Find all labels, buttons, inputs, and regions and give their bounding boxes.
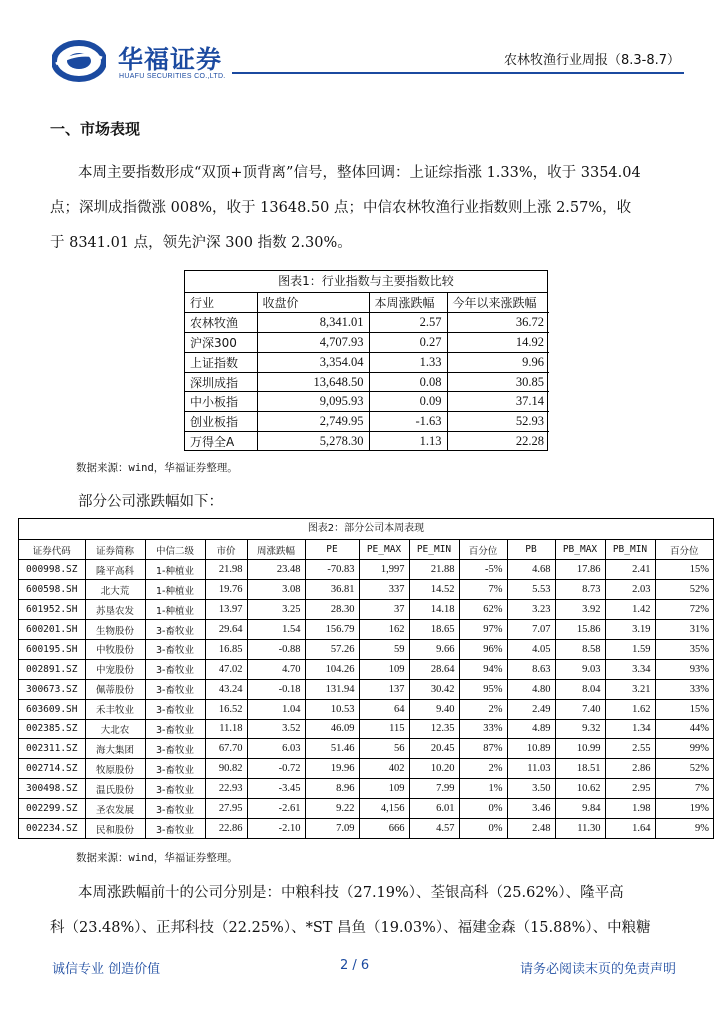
table-cell: 温氏股份 bbox=[85, 779, 145, 799]
table-cell: 600201.SH bbox=[19, 620, 85, 640]
table-cell: 11.03 bbox=[507, 759, 555, 779]
table-cell: -0.72 bbox=[247, 759, 305, 779]
table-cell: 52% bbox=[655, 759, 713, 779]
table-cell: 11.30 bbox=[555, 818, 605, 838]
table-cell: -5% bbox=[459, 560, 507, 580]
table-cell: 0% bbox=[459, 799, 507, 819]
table-header-cell: 百分位 bbox=[655, 540, 713, 560]
table-cell: 52.93 bbox=[447, 412, 549, 432]
table-cell: 99% bbox=[655, 739, 713, 759]
paragraph-line: 点；深圳成指微涨 008%，收于 13648.50 点；中信农林牧渔行业指数则上涨 2.57%，收 bbox=[50, 200, 632, 216]
table-cell: 29.64 bbox=[205, 620, 247, 640]
table-cell: 9.03 bbox=[555, 659, 605, 679]
table-cell: 2,749.95 bbox=[257, 412, 369, 432]
table-cell: 4.68 bbox=[507, 560, 555, 580]
table-row bbox=[19, 818, 713, 838]
table-cell: 62% bbox=[459, 600, 507, 620]
table-cell: 2.41 bbox=[605, 560, 655, 580]
table-cell: 002311.SZ bbox=[19, 739, 85, 759]
table-row bbox=[19, 699, 713, 719]
company-table bbox=[19, 540, 713, 838]
table-cell: 10.99 bbox=[555, 739, 605, 759]
table-cell: 16.52 bbox=[205, 699, 247, 719]
table-cell: -0.88 bbox=[247, 639, 305, 659]
data-source-note: 数据来源：wind，华福证券整理。 bbox=[76, 852, 238, 864]
table-cell: 3-畜牧业 bbox=[145, 620, 205, 640]
table-cell: 162 bbox=[359, 620, 409, 640]
table-cell: 北大荒 bbox=[85, 580, 145, 600]
table-cell: 402 bbox=[359, 759, 409, 779]
table-cell: 28.64 bbox=[409, 659, 459, 679]
table-cell: 4.05 bbox=[507, 639, 555, 659]
table-cell: 33% bbox=[655, 679, 713, 699]
table-cell: 13,648.50 bbox=[257, 372, 369, 392]
table-cell: 3-畜牧业 bbox=[145, 719, 205, 739]
table-cell: 大北农 bbox=[85, 719, 145, 739]
table-cell: 93% bbox=[655, 659, 713, 679]
table-cell: 22.28 bbox=[447, 432, 549, 452]
table-cell: 59 bbox=[359, 639, 409, 659]
table-cell: 19.96 bbox=[305, 759, 359, 779]
table-cell: 3-畜牧业 bbox=[145, 799, 205, 819]
table-cell: -2.61 bbox=[247, 799, 305, 819]
table-cell: 7.99 bbox=[409, 779, 459, 799]
table-cell: 9% bbox=[655, 818, 713, 838]
table-cell: 4.89 bbox=[507, 719, 555, 739]
table-caption: 图表1：行业指数与主要指数比较 bbox=[185, 271, 547, 293]
table-cell: 2.03 bbox=[605, 580, 655, 600]
table-cell: 3.19 bbox=[605, 620, 655, 640]
table-cell: 104.26 bbox=[305, 659, 359, 679]
table-cell: 94% bbox=[459, 659, 507, 679]
table-cell: -70.83 bbox=[305, 560, 359, 580]
table-cell: 沪深300 bbox=[185, 333, 257, 353]
disclaimer-notice: 请务必阅读末页的免责声明 bbox=[519, 962, 676, 977]
table-cell: 5,278.30 bbox=[257, 432, 369, 452]
table-cell: 3.23 bbox=[507, 600, 555, 620]
table-cell: 18.51 bbox=[555, 759, 605, 779]
table-header-cell: 证券简称 bbox=[85, 540, 145, 560]
footer-slogan: 诚信专业 创造价值 bbox=[52, 962, 161, 977]
table-cell: 1.04 bbox=[247, 699, 305, 719]
table-cell: 2.48 bbox=[507, 818, 555, 838]
table-cell: 1-种植业 bbox=[145, 600, 205, 620]
table-cell: 10.89 bbox=[507, 739, 555, 759]
table-header-cell: 证券代码 bbox=[19, 540, 85, 560]
table-cell: 2.55 bbox=[605, 739, 655, 759]
table-cell: 21.88 bbox=[409, 560, 459, 580]
table-cell: 95% bbox=[459, 679, 507, 699]
table-cell: 上证指数 bbox=[185, 352, 257, 372]
table-cell: 37 bbox=[359, 600, 409, 620]
table-cell: 90.82 bbox=[205, 759, 247, 779]
table-cell: 137 bbox=[359, 679, 409, 699]
table-cell: 1,997 bbox=[359, 560, 409, 580]
table-cell: 深圳成指 bbox=[185, 372, 257, 392]
table-cell: 1.13 bbox=[369, 432, 447, 452]
table-cell: 农林牧渔 bbox=[185, 313, 257, 333]
table-header-row bbox=[19, 540, 713, 560]
brand-name-en: HUAFU SECURITIES CO.,LTD. bbox=[119, 73, 226, 80]
table-cell: 9.96 bbox=[447, 352, 549, 372]
table-row bbox=[185, 313, 549, 333]
table-row bbox=[19, 659, 713, 679]
table-header-cell: PE_MAX bbox=[359, 540, 409, 560]
table-row bbox=[185, 432, 549, 452]
table-cell: 115 bbox=[359, 719, 409, 739]
table-header-cell: 今年以来涨跌幅 bbox=[447, 293, 549, 313]
table-cell: 9.40 bbox=[409, 699, 459, 719]
table-cell: 苏垦农发 bbox=[85, 600, 145, 620]
table-cell: 002714.SZ bbox=[19, 759, 85, 779]
table-cell: 2.49 bbox=[507, 699, 555, 719]
table-cell: 109 bbox=[359, 779, 409, 799]
table-cell: 1.64 bbox=[605, 818, 655, 838]
table-cell: 4,156 bbox=[359, 799, 409, 819]
table-cell: 12.35 bbox=[409, 719, 459, 739]
paragraph-line: 本周主要指数形成“双顶+顶背离”信号，整体回调：上证综指涨 1.33%，收于 3354.04 bbox=[78, 165, 641, 181]
table-cell: 3-畜牧业 bbox=[145, 679, 205, 699]
table-cell: 20.45 bbox=[409, 739, 459, 759]
table-cell: 8.73 bbox=[555, 580, 605, 600]
table-row bbox=[19, 779, 713, 799]
table-cell: 002891.SZ bbox=[19, 659, 85, 679]
table-cell: 3-畜牧业 bbox=[145, 639, 205, 659]
table-cell: 19% bbox=[655, 799, 713, 819]
table-cell: -0.18 bbox=[247, 679, 305, 699]
table-cell: 3-畜牧业 bbox=[145, 739, 205, 759]
table-cell: 11.18 bbox=[205, 719, 247, 739]
table-cell: 4,707.93 bbox=[257, 333, 369, 353]
table-cell: 109 bbox=[359, 659, 409, 679]
table-row bbox=[19, 600, 713, 620]
table-cell: 600598.SH bbox=[19, 580, 85, 600]
table-row bbox=[19, 739, 713, 759]
table-cell: 35% bbox=[655, 639, 713, 659]
table-cell: 67.70 bbox=[205, 739, 247, 759]
table-cell: 36.81 bbox=[305, 580, 359, 600]
paragraph-line: 于 8341.01 点，领先沪深 300 指数 2.30%。 bbox=[50, 235, 352, 251]
report-title: 农林牧渔行业周报（8.3-8.7） bbox=[503, 53, 680, 68]
table-row bbox=[19, 799, 713, 819]
top-gainers-paragraph bbox=[50, 876, 686, 946]
table-cell: 8.04 bbox=[555, 679, 605, 699]
table-cell: 601952.SH bbox=[19, 600, 85, 620]
table-cell: 21.98 bbox=[205, 560, 247, 580]
table-cell: 156.79 bbox=[305, 620, 359, 640]
page-header bbox=[0, 0, 724, 100]
table-cell: 4.57 bbox=[409, 818, 459, 838]
table-cell: 5.53 bbox=[507, 580, 555, 600]
market-summary-paragraph bbox=[50, 156, 686, 261]
table-cell: 27.95 bbox=[205, 799, 247, 819]
table-row bbox=[19, 679, 713, 699]
index-table bbox=[185, 293, 549, 451]
table-header-cell: 行业 bbox=[185, 293, 257, 313]
table-header-cell: 市价 bbox=[205, 540, 247, 560]
table-cell: 30.85 bbox=[447, 372, 549, 392]
table-cell: -3.45 bbox=[247, 779, 305, 799]
table-cell: 3,354.04 bbox=[257, 352, 369, 372]
table-cell: 30.42 bbox=[409, 679, 459, 699]
table-cell: 3-畜牧业 bbox=[145, 659, 205, 679]
table-header-cell: 百分位 bbox=[459, 540, 507, 560]
table-header-cell: 周涨跌幅 bbox=[247, 540, 305, 560]
index-comparison-table bbox=[184, 270, 548, 451]
table-cell: 33% bbox=[459, 719, 507, 739]
table-cell: 2% bbox=[459, 759, 507, 779]
table-caption: 图表2：部分公司本周表现 bbox=[19, 519, 713, 540]
table-cell: 圣农发展 bbox=[85, 799, 145, 819]
table-header-cell: PE_MIN bbox=[409, 540, 459, 560]
table-cell: -2.10 bbox=[247, 818, 305, 838]
table-cell: 46.09 bbox=[305, 719, 359, 739]
page-number: 2 / 6 bbox=[340, 958, 370, 973]
table-cell: 15% bbox=[655, 699, 713, 719]
table-cell: 民和股份 bbox=[85, 818, 145, 838]
table-row bbox=[185, 392, 549, 412]
table-cell: 7.40 bbox=[555, 699, 605, 719]
table-cell: 000998.SZ bbox=[19, 560, 85, 580]
table-cell: 43.24 bbox=[205, 679, 247, 699]
table-cell: 600195.SH bbox=[19, 639, 85, 659]
table-cell: 14.92 bbox=[447, 333, 549, 353]
table-cell: 1-种植业 bbox=[145, 560, 205, 580]
table-cell: 3.92 bbox=[555, 600, 605, 620]
table-cell: 44% bbox=[655, 719, 713, 739]
table-cell: 隆平高科 bbox=[85, 560, 145, 580]
table-cell: 3.34 bbox=[605, 659, 655, 679]
table-row bbox=[19, 560, 713, 580]
table-cell: 中宠股份 bbox=[85, 659, 145, 679]
table-cell: 10.53 bbox=[305, 699, 359, 719]
table-row bbox=[185, 412, 549, 432]
table-cell: 52% bbox=[655, 580, 713, 600]
table-cell: 创业板指 bbox=[185, 412, 257, 432]
table-cell: 64 bbox=[359, 699, 409, 719]
table-cell: 51.46 bbox=[305, 739, 359, 759]
table-cell: 1.62 bbox=[605, 699, 655, 719]
header-divider bbox=[232, 72, 684, 74]
table-cell: 0.08 bbox=[369, 372, 447, 392]
table-cell: 海大集团 bbox=[85, 739, 145, 759]
table-cell: -1.63 bbox=[369, 412, 447, 432]
table-row bbox=[185, 333, 549, 353]
table-cell: 002299.SZ bbox=[19, 799, 85, 819]
table-cell: 9.22 bbox=[305, 799, 359, 819]
table-cell: 28.30 bbox=[305, 600, 359, 620]
table-cell: 8.58 bbox=[555, 639, 605, 659]
table-cell: 3-畜牧业 bbox=[145, 779, 205, 799]
table-cell: 2.57 bbox=[369, 313, 447, 333]
table-cell: 牧原股份 bbox=[85, 759, 145, 779]
table-cell: 002234.SZ bbox=[19, 818, 85, 838]
table-cell: 9.84 bbox=[555, 799, 605, 819]
table-cell: 6.01 bbox=[409, 799, 459, 819]
table-cell: 96% bbox=[459, 639, 507, 659]
table-cell: 72% bbox=[655, 600, 713, 620]
table-cell: 10.20 bbox=[409, 759, 459, 779]
table-cell: 31% bbox=[655, 620, 713, 640]
table-cell: 3.21 bbox=[605, 679, 655, 699]
table-header-cell: 本周涨跌幅 bbox=[369, 293, 447, 313]
table-cell: 56 bbox=[359, 739, 409, 759]
table-cell: 1.33 bbox=[369, 352, 447, 372]
table-cell: 23.48 bbox=[247, 560, 305, 580]
table-cell: 37.14 bbox=[447, 392, 549, 412]
table-cell: 002385.SZ bbox=[19, 719, 85, 739]
table-cell: 9.32 bbox=[555, 719, 605, 739]
table-cell: 0.09 bbox=[369, 392, 447, 412]
subsection-title: 部分公司涨跌幅如下： bbox=[78, 494, 223, 510]
table-header-row bbox=[185, 293, 549, 313]
table-cell: 8,341.01 bbox=[257, 313, 369, 333]
table-cell: 603609.SH bbox=[19, 699, 85, 719]
table-cell: 15% bbox=[655, 560, 713, 580]
table-cell: 7% bbox=[459, 580, 507, 600]
table-cell: 300673.SZ bbox=[19, 679, 85, 699]
table-cell: 337 bbox=[359, 580, 409, 600]
table-cell: 17.86 bbox=[555, 560, 605, 580]
table-header-cell: PE bbox=[305, 540, 359, 560]
table-row bbox=[19, 759, 713, 779]
table-cell: 14.18 bbox=[409, 600, 459, 620]
company-performance-table bbox=[18, 518, 714, 839]
table-cell: 1.54 bbox=[247, 620, 305, 640]
table-cell: 9.66 bbox=[409, 639, 459, 659]
table-cell: 7.09 bbox=[305, 818, 359, 838]
paragraph-line: 科（23.48%）、正邦科技（22.25%）、*ST 昌鱼（19.03%）、福建金森（15.88%）、中粮糖 bbox=[50, 920, 651, 936]
table-cell: 3.50 bbox=[507, 779, 555, 799]
table-cell: 36.72 bbox=[447, 313, 549, 333]
table-cell: 禾丰牧业 bbox=[85, 699, 145, 719]
table-cell: 8.96 bbox=[305, 779, 359, 799]
table-cell: 19.76 bbox=[205, 580, 247, 600]
table-cell: 2.86 bbox=[605, 759, 655, 779]
table-row bbox=[19, 580, 713, 600]
table-header-cell: 收盘价 bbox=[257, 293, 369, 313]
table-cell: 6.03 bbox=[247, 739, 305, 759]
paragraph-line: 本周涨跌幅前十的公司分别是：中粮科技（27.19%）、荃银高科（25.62%）、隆平高 bbox=[78, 885, 624, 901]
table-cell: 15.86 bbox=[555, 620, 605, 640]
table-cell: 2.95 bbox=[605, 779, 655, 799]
table-cell: 57.26 bbox=[305, 639, 359, 659]
table-cell: 18.65 bbox=[409, 620, 459, 640]
table-cell: 1.42 bbox=[605, 600, 655, 620]
table-cell: 7.07 bbox=[507, 620, 555, 640]
table-cell: 47.02 bbox=[205, 659, 247, 679]
table-cell: 万得全A bbox=[185, 432, 257, 452]
table-header-cell: PB_MAX bbox=[555, 540, 605, 560]
table-cell: 3.25 bbox=[247, 600, 305, 620]
table-cell: 10.62 bbox=[555, 779, 605, 799]
table-cell: 3-畜牧业 bbox=[145, 759, 205, 779]
table-cell: 佩蒂股份 bbox=[85, 679, 145, 699]
table-cell: 1.34 bbox=[605, 719, 655, 739]
table-header-cell: 中信二级 bbox=[145, 540, 205, 560]
table-header-cell: PB_MIN bbox=[605, 540, 655, 560]
table-row bbox=[185, 352, 549, 372]
table-cell: 1.98 bbox=[605, 799, 655, 819]
table-header-cell: PB bbox=[507, 540, 555, 560]
table-cell: 22.86 bbox=[205, 818, 247, 838]
table-cell: 中牧股份 bbox=[85, 639, 145, 659]
table-cell: 666 bbox=[359, 818, 409, 838]
table-cell: 3.52 bbox=[247, 719, 305, 739]
table-cell: 97% bbox=[459, 620, 507, 640]
table-cell: 1-种植业 bbox=[145, 580, 205, 600]
table-cell: 87% bbox=[459, 739, 507, 759]
table-cell: 0% bbox=[459, 818, 507, 838]
section-title: 一、市场表现 bbox=[50, 120, 141, 138]
table-cell: 2% bbox=[459, 699, 507, 719]
table-cell: 3.08 bbox=[247, 580, 305, 600]
table-cell: 300498.SZ bbox=[19, 779, 85, 799]
table-cell: 14.52 bbox=[409, 580, 459, 600]
table-row bbox=[185, 372, 549, 392]
table-cell: 1% bbox=[459, 779, 507, 799]
table-cell: 4.70 bbox=[247, 659, 305, 679]
table-cell: 131.94 bbox=[305, 679, 359, 699]
huafu-logo-icon bbox=[52, 40, 106, 82]
table-cell: 中小板指 bbox=[185, 392, 257, 412]
table-cell: 1.59 bbox=[605, 639, 655, 659]
table-cell: 13.97 bbox=[205, 600, 247, 620]
table-cell: 3.46 bbox=[507, 799, 555, 819]
table-cell: 4.80 bbox=[507, 679, 555, 699]
table-row bbox=[19, 719, 713, 739]
table-cell: 16.85 bbox=[205, 639, 247, 659]
table-cell: 22.93 bbox=[205, 779, 247, 799]
table-cell: 9,095.93 bbox=[257, 392, 369, 412]
brand-name-cn: 华福证券 bbox=[118, 45, 223, 74]
table-row bbox=[19, 620, 713, 640]
table-row bbox=[19, 639, 713, 659]
table-cell: 0.27 bbox=[369, 333, 447, 353]
data-source-note: 数据来源：wind，华福证券整理。 bbox=[76, 462, 238, 474]
table-cell: 生物股份 bbox=[85, 620, 145, 640]
table-cell: 8.63 bbox=[507, 659, 555, 679]
table-cell: 3-畜牧业 bbox=[145, 699, 205, 719]
table-cell: 3-畜牧业 bbox=[145, 818, 205, 838]
table-cell: 7% bbox=[655, 779, 713, 799]
